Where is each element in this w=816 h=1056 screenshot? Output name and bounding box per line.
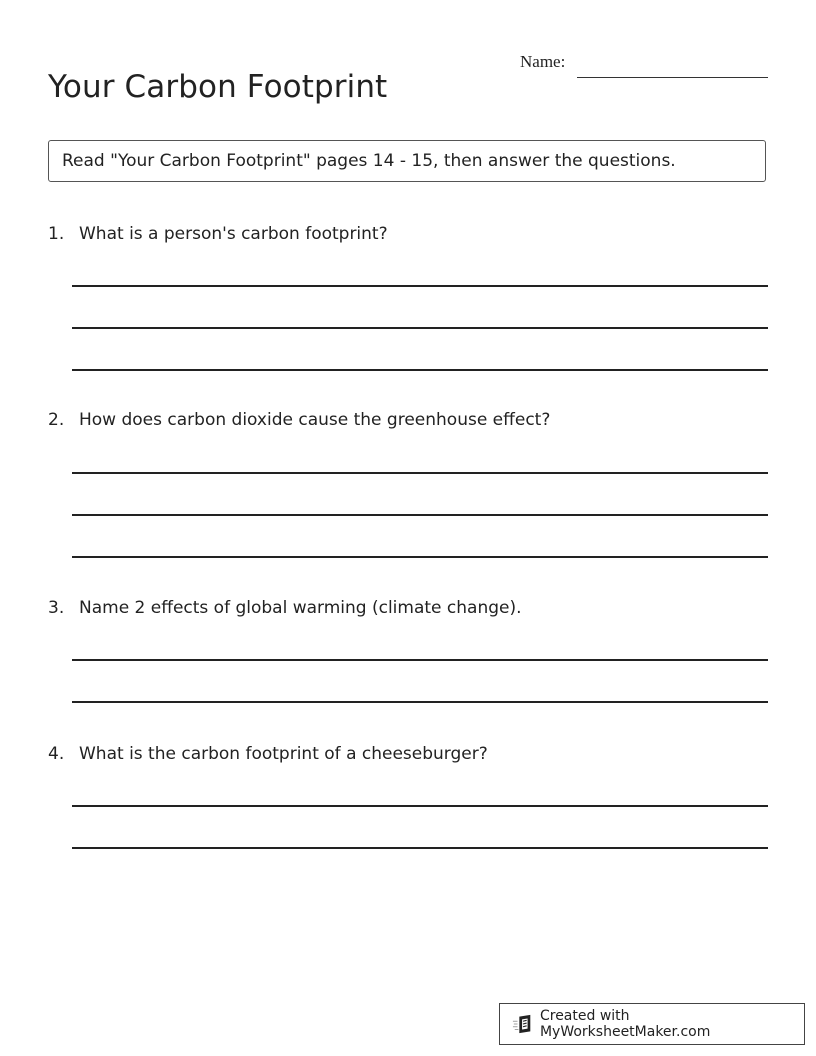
answer-line[interactable]: [72, 556, 768, 558]
page-title: Your Carbon Footprint: [48, 68, 388, 105]
worksheet-maker-logo-icon: [512, 1013, 534, 1035]
question-text: What is a person's carbon footprint?: [79, 224, 388, 244]
answer-line[interactable]: [72, 701, 768, 703]
question-3: [48, 598, 522, 618]
question-2: [48, 410, 550, 430]
question-number: 2.: [48, 410, 65, 430]
answer-line[interactable]: [72, 285, 768, 287]
answer-line[interactable]: [72, 369, 768, 371]
created-with-badge[interactable]: [499, 1003, 805, 1045]
question-1: [48, 224, 388, 244]
instructions-box: Read "Your Carbon Footprint" pages 14 - 15, then answer the questions.: [48, 140, 766, 182]
name-label: Name:: [520, 52, 566, 71]
name-field: [520, 52, 565, 72]
question-number: 4.: [48, 744, 65, 764]
answer-line[interactable]: [72, 805, 768, 807]
question-text: Name 2 effects of global warming (climate change).: [79, 598, 522, 618]
question-text: What is the carbon footprint of a cheeseburger?: [79, 744, 488, 764]
answer-line[interactable]: [72, 659, 768, 661]
answer-line[interactable]: [72, 847, 768, 849]
answer-line[interactable]: [72, 472, 768, 474]
question-number: 1.: [48, 224, 65, 244]
answer-line[interactable]: [72, 514, 768, 516]
question-text: How does carbon dioxide cause the greenhouse effect?: [79, 410, 551, 430]
question-4: [48, 744, 488, 764]
name-blank-line[interactable]: [577, 77, 768, 78]
answer-line[interactable]: [72, 327, 768, 329]
footer-text: Created with MyWorksheetMaker.com: [539, 1008, 711, 1040]
question-number: 3.: [48, 598, 65, 618]
